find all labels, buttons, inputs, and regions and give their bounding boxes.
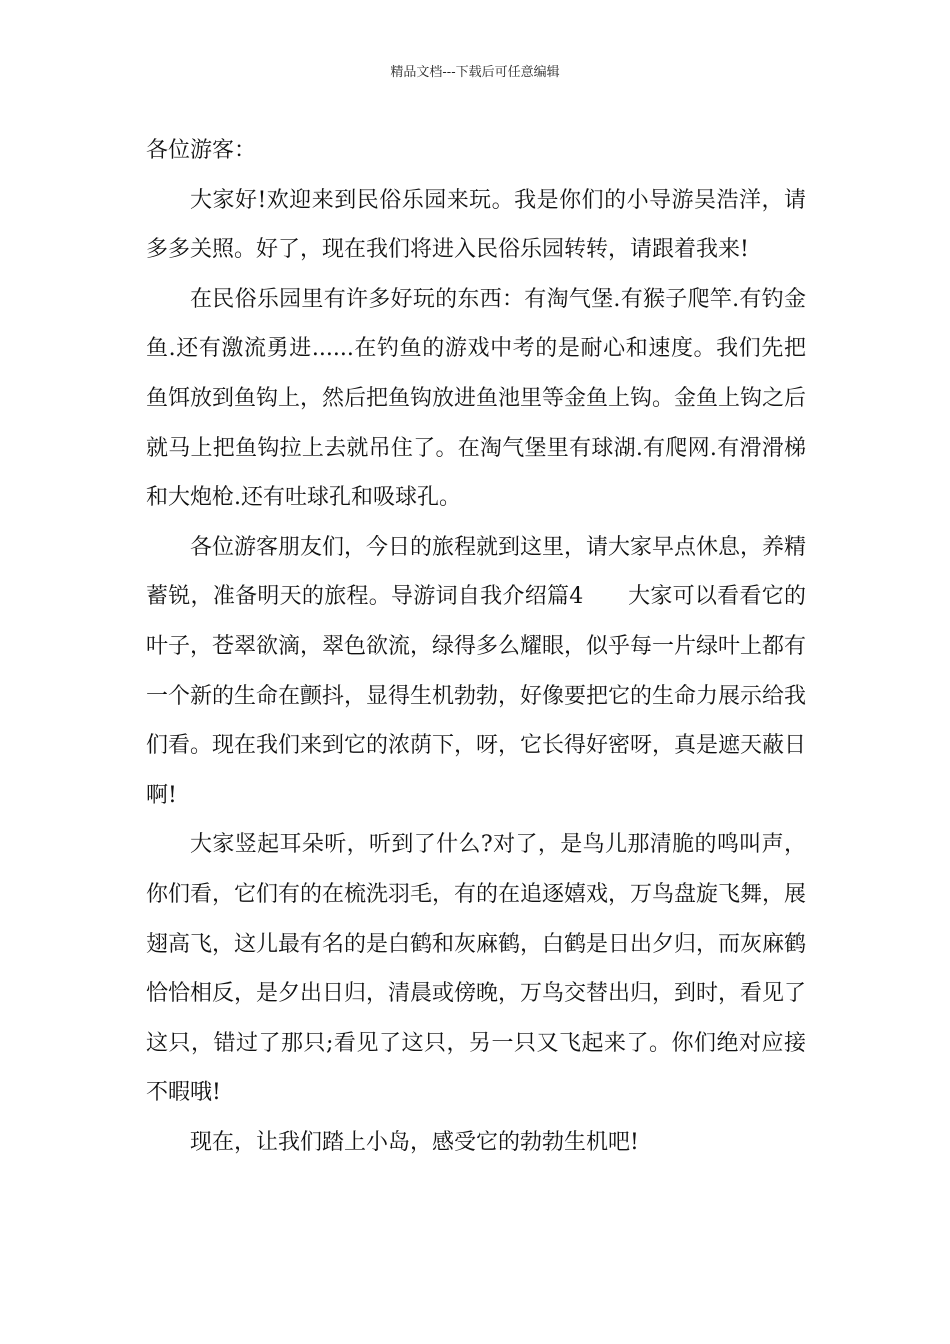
paragraph-farewell-and-leaves: 各位游客朋友们，今日的旅程就到这里，请大家早点休息，养精蓄锐，准备明天的旅程。导游词自我介绍篇4 大家可以看看它的叶子，苍翠欲滴，翠色欲流，绿得多么耀眼，似乎每一片绿叶上都有一个新的生命在颤抖，显得生机勃勃，好像要把它的生命力展示给我们看。现在我们来到它的浓荫下，呀，它长得好密呀，真是遮天蔽日啊! bbox=[146, 534, 807, 808]
paragraph-island: 现在，让我们踏上小岛，感受它的勃勃生机吧! bbox=[190, 1129, 639, 1155]
paragraph-birds: 大家竖起耳朵听，听到了什么?对了，是鸟儿那清脆的鸣叫声，你们看，它们有的在梳洗羽毛，有的在追逐嬉戏，万鸟盘旋飞舞，展翅高飞，这儿最有名的是白鹤和灰麻鹤，白鹤是日出夕归，而灰麻鹤恰恰相反，是夕出日归，清晨或傍晚，万鸟交替出归，到时，看见了这只，错过了那只;看见了这只，另一只又飞起来了。你们绝对应接不暇哦! bbox=[146, 832, 807, 1106]
document-body bbox=[146, 126, 806, 1167]
salutation: 各位游客： bbox=[146, 138, 257, 163]
paragraph-welcome: 大家好!欢迎来到民俗乐园来玩。我是你们的小导游吴浩洋，请多多关照。好了，现在我们将进入民俗乐园转转，请跟着我来! bbox=[146, 187, 806, 263]
page-header: 精品文档---下载后可任意编辑 bbox=[390, 65, 560, 80]
paragraph-attractions: 在民俗乐园里有许多好玩的东西：有淘气堡.有猴子爬竿.有钓金鱼.还有激流勇进......在钓鱼的游戏中考的是耐心和速度。我们先把鱼饵放到鱼钩上，然后把鱼钩放进鱼池里等金鱼上钩。金鱼上钩之后就马上把鱼钩拉上去就吊住了。在淘气堡里有球湖.有爬网.有滑滑梯和大炮枪.还有吐球孔和吸球孔。 bbox=[146, 286, 807, 511]
